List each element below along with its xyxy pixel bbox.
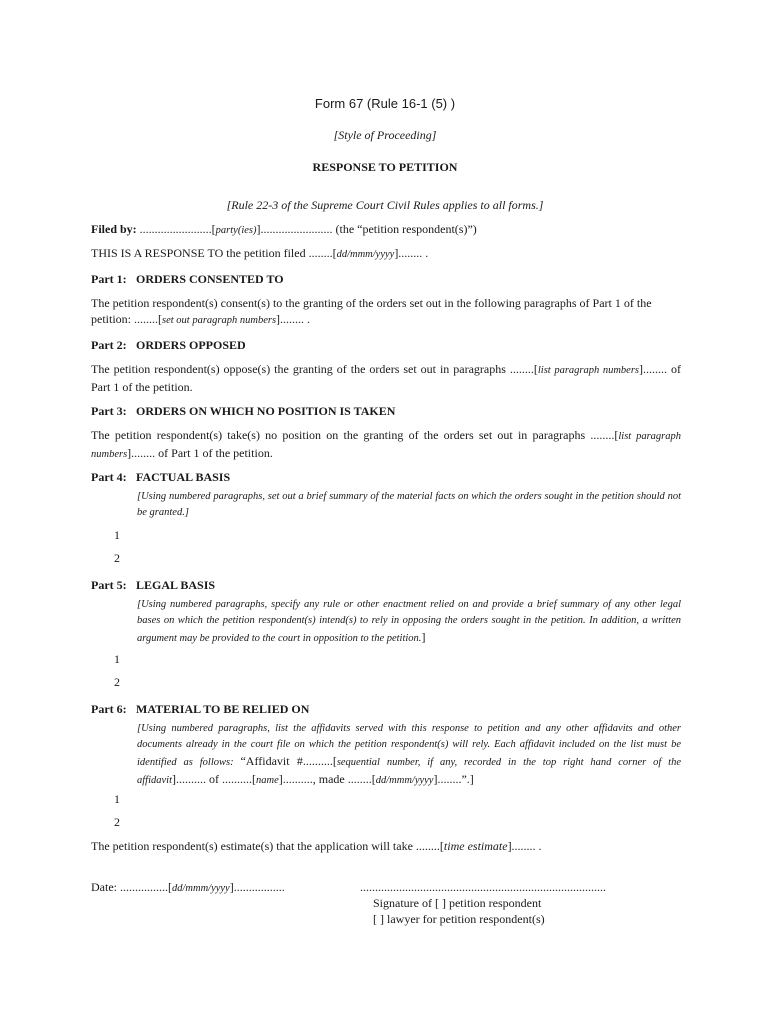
part2-paragraph (91, 361, 681, 395)
signature-petition-respondent: Signature of [ ] petition respondent (373, 896, 542, 910)
part2-label: Part 2: (91, 338, 127, 352)
response-line-suffix: ]........ . (394, 246, 429, 260)
date-line-placeholder: dd/mmm/yyyy (171, 883, 230, 894)
part5-instructions-end: ] (421, 630, 426, 644)
filed-by-line (91, 222, 477, 237)
part3-label: Part 3: (91, 404, 127, 418)
part2-heading (91, 338, 246, 353)
part4-heading (91, 470, 230, 485)
part5-instructions (137, 597, 681, 647)
form-title: Form 67 (Rule 16-1 (5) ) (314, 96, 456, 111)
filed-by-label: Filed by: (91, 222, 137, 236)
part6-instr-a: [Using numbered paragraphs, list the affidavits served with this response to petition and any other affidavits and other documents already in the court file on which the petition respondent(s) will rely. Each affidavit included on the list must be identified as follows: (137, 723, 681, 768)
part2-placeholder: list paragraph numbers (537, 365, 640, 376)
part6-instr-g: dd/mmm/yyyy (375, 775, 434, 786)
part4-title: FACTUAL BASIS (136, 470, 231, 484)
date-placeholder: dd/mmm/yyyy (336, 249, 395, 260)
part3-placeholder: list paragraph numbers (91, 431, 681, 460)
part3-title: ORDERS ON WHICH NO POSITION IS TAKEN (136, 404, 396, 418)
part5-title: LEGAL BASIS (136, 578, 216, 592)
part6-instr-c: sequential number, if any, recorded in the top right hand corner of the affidavit (137, 757, 681, 786)
part2-suffix: ]........ of Part 1 of the petition. (91, 362, 681, 394)
part6-instr-f: ].........., made ........[ (278, 772, 376, 786)
part4-instructions: [Using numbered paragraphs, set out a brief summary of the material facts on which the orders sought in the petition should not be granted.] (137, 491, 681, 518)
part5-label: Part 5: (91, 578, 127, 592)
time-estimate-line (91, 839, 542, 854)
filed-by-dots: ........................[ (136, 222, 216, 236)
signature-line: .................................................................................. (360, 880, 606, 894)
part6-item-2: 2 (114, 815, 120, 829)
part1-heading (91, 272, 284, 287)
part4-label: Part 4: (91, 470, 127, 484)
part1-text: The petition respondent(s) consent(s) to the granting of the orders set out in the following paragraphs of Part 1 of the petition: ........[ (91, 296, 652, 326)
estimate-suffix: ]........ . (507, 839, 542, 853)
part3-text: The petition respondent(s) take(s) no position on the granting of the orders set out in paragraphs ........[ (91, 428, 619, 442)
date-line-text: Date: ................[ (91, 880, 172, 894)
date-line (91, 880, 285, 895)
filed-by-suffix: ]........................ (the “petition respondent(s)”) (256, 222, 477, 236)
part5-item-2: 2 (114, 675, 120, 689)
part5-instructions-text: [Using numbered paragraphs, specify any rule or other enactment relied on and provide a brief summary of any other legal bases on which the petition respondent(s) intend(s) to rely in opposing the orders sought in the petition. In addition, a written argument may be provided to the court in opposition to the petition. (137, 599, 681, 644)
part4-item-2: 2 (114, 551, 120, 565)
part6-instr-d: ].......... of ..........[ (172, 772, 256, 786)
response-line (91, 246, 428, 261)
part6-instr-h: ]........”.] (433, 772, 474, 786)
estimate-text: The petition respondent(s) estimate(s) that the application will take ........[ (91, 839, 444, 853)
part2-title: ORDERS OPPOSED (136, 338, 246, 352)
part4-item-1: 1 (114, 528, 120, 542)
part6-title: MATERIAL TO BE RELIED ON (136, 702, 310, 716)
party-placeholder: party(ies) (215, 225, 257, 236)
part1-placeholder: set out paragraph numbers (162, 315, 277, 326)
response-line-text: THIS IS A RESPONSE TO the petition filed ........[ (91, 246, 337, 260)
part1-suffix: ]........ . (276, 312, 311, 326)
part6-instr-b: “Affidavit #..........[ (240, 754, 337, 768)
part6-item-1: 1 (114, 792, 120, 806)
part1-label: Part 1: (91, 272, 127, 286)
signature-lawyer: [ ] lawyer for petition respondent(s) (373, 912, 545, 926)
part3-heading (91, 404, 395, 419)
part6-instr-e: name (256, 775, 279, 786)
part1-title: ORDERS CONSENTED TO (136, 272, 284, 286)
part6-label: Part 6: (91, 702, 127, 716)
part6-heading (91, 702, 309, 717)
part3-paragraph (91, 427, 681, 463)
date-line-suffix: ]................. (229, 880, 285, 894)
part3-suffix: ]........ of Part 1 of the petition. (127, 446, 273, 460)
part1-paragraph (91, 295, 681, 329)
style-of-proceeding: [Style of Proceeding] (333, 128, 437, 142)
document-title: RESPONSE TO PETITION (312, 160, 458, 174)
time-estimate-placeholder: time estimate (443, 839, 508, 853)
part6-instructions (137, 721, 681, 789)
part5-item-1: 1 (114, 652, 120, 666)
rule-note: [Rule 22-3 of the Supreme Court Civil Rules applies to all forms.] (226, 198, 544, 212)
part2-text: The petition respondent(s) oppose(s) the granting of the orders set out in paragraphs ........[ (91, 362, 538, 376)
part5-heading (91, 578, 215, 593)
